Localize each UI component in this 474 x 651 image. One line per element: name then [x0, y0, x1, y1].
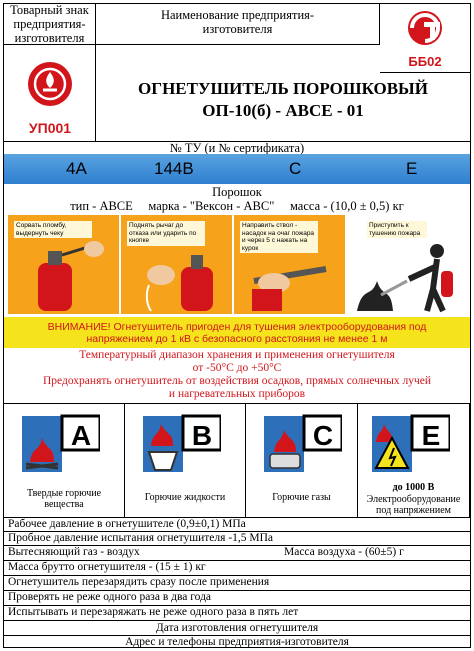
manufacturer-text: Наименование предприятия-изготовителя — [160, 8, 315, 36]
spec-check: Проверять не реже одного раза в два года — [8, 591, 212, 603]
solid-fuel-fire-icon — [22, 412, 100, 474]
trademark-text: Товарный знак предприятия-изготовителя — [10, 3, 89, 45]
class-e-label: Электрооборудование под напряжением — [366, 494, 461, 516]
spec-address: Адрес и телефоны предприятия-изготовителя — [125, 636, 349, 648]
class-a — [4, 404, 125, 517]
spec-gas: Вытесняющий газ - воздух — [8, 546, 140, 558]
logo-right-cell — [380, 4, 470, 72]
gas-fire-icon — [264, 412, 342, 474]
title-line2: ОП-10(б) - АВСЕ - 01 — [202, 101, 364, 120]
rating-e: Е — [406, 159, 418, 178]
spec-air-mass: Масса воздуха - (60±5) г — [284, 546, 404, 558]
spec-date: Дата изготовления огнетушителя — [155, 621, 319, 634]
logo-left-code: УП001 — [28, 120, 72, 136]
flame-logo-icon — [4, 44, 96, 120]
class-c-letter: C — [312, 420, 334, 451]
electrical-fire-icon — [372, 412, 450, 474]
rating-4a: 4А — [66, 159, 87, 178]
class-e-voltage: до 1000 В — [392, 482, 435, 493]
temperature-line1: Температурный диапазон хранения и применения огнетушителя — [79, 349, 395, 361]
rating-c: С — [289, 159, 302, 178]
spec-recharge: Огнетушитель перезарядить сразу после применения — [8, 576, 270, 588]
aim-nozzle-icon — [234, 215, 346, 314]
warning-text: ВНИМАНИЕ! Огнетушитель пригоден для тушения электрооборудования под напряжением до 1 кВ с безопасного расстояния не менее 1 м — [47, 320, 427, 345]
tu-row — [4, 141, 470, 154]
class-e-letter: E — [421, 420, 441, 451]
temperature-line2: от -50°С до +50°С — [192, 362, 282, 374]
class-b-letter: B — [191, 420, 213, 451]
logo-right-code: ББ02 — [408, 54, 442, 69]
instruction-step-1 — [8, 215, 120, 314]
logo-left-cell — [4, 44, 96, 141]
powder-type: тип - АВСЕ марка - "Вексон - АВС" масса - (10,0 ± 0,5) кг — [70, 199, 404, 213]
spec-working-pressure: Рабочее давление в огнетушителе (0,9±0,1) МПа — [8, 518, 246, 530]
instruction-caption-3: Направить ствол - насадок на очаг пожара и через 5 с нажать на курок — [240, 221, 318, 253]
spec-test-pressure: Пробное давление испытания огнетушителя -1,5 МПа — [8, 532, 274, 544]
certification-logo-icon — [380, 4, 470, 54]
spec-gross-mass: Масса брутто огнетушителя - (15 ± 1) кг — [8, 561, 206, 573]
press-lever-icon — [121, 215, 233, 314]
class-c — [246, 404, 358, 517]
class-c-label: Горючие газы — [272, 492, 331, 503]
spec-test: Испытывать и перезаряжать не реже одного раза в пять лет — [8, 606, 299, 618]
pull-pin-icon — [8, 215, 120, 314]
instruction-caption-4: Приступить к тушению пожара — [367, 221, 427, 238]
class-b-label: Горючие жидкости — [144, 492, 226, 503]
class-e — [358, 404, 470, 517]
tu-text: № ТУ (и № сертификата) — [169, 140, 305, 155]
temperature-line3: Предохранять огнетушитель от воздействия осадков, прямых солнечных лучей — [42, 375, 431, 387]
title-line1: ОГНЕТУШИТЕЛЬ ПОРОШКОВЫЙ — [138, 79, 428, 98]
manufacturer-cell — [96, 4, 380, 44]
rating-band — [4, 154, 470, 184]
trademark-cell — [4, 4, 96, 44]
instruction-step-3 — [234, 215, 346, 314]
liquid-fuel-fire-icon — [143, 412, 221, 474]
temperature-line4: и нагревательных приборов — [168, 388, 306, 400]
title-block — [96, 72, 470, 128]
class-b — [125, 404, 246, 517]
instruction-step-4 — [347, 215, 469, 314]
warning-banner — [4, 317, 470, 348]
instruction-step-2 — [121, 215, 233, 314]
extinguish-fire-icon — [347, 215, 469, 314]
rating-144b: 144В — [154, 159, 194, 178]
extinguisher-label — [3, 3, 471, 648]
class-a-letter: A — [70, 420, 92, 451]
temperature-block — [4, 349, 470, 403]
instruction-caption-1: Сорвать пломбу, выдернуть чеку — [14, 221, 92, 238]
instruction-caption-2: Поднять рычаг до отказа или ударить по кнопке — [127, 221, 205, 246]
class-a-label: Твердые горючие вещества — [26, 488, 102, 510]
powder-title: Порошок — [212, 185, 262, 199]
